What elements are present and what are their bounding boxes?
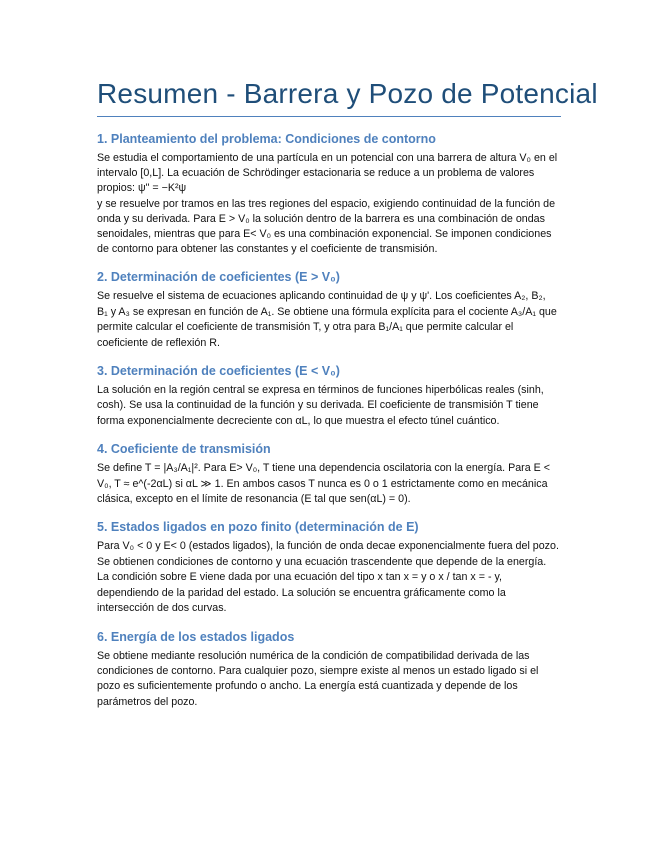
- section-energia-estados: [97, 629, 559, 711]
- section-paragraph: Se define T = |A₃/A₁|². Para E> V₀, T tiene una dependencia oscilatoria con la energía. Para E < V₀, T ≈ e^(-2αL) si αL ≫ 1. En ambos casos T nunca es 0 o 1 estrictamente como en mecánica clásica, excepto en el límite de resonancia (E tal que sen(αL) = 0).: [97, 462, 550, 506]
- section-coeficientes-e-mayor: [97, 269, 559, 351]
- section-paragraph: Se resuelve el sistema de ecuaciones aplicando continuidad de ψ y ψ'. Los coeficientes A₂, B₂, B₁ y A₃ se expresan en función de A₁. Se obtiene una fórmula explícita para el cociente A₃/A₁ que permite calcular el coeficiente de transmisión T, y otra para B₁/A₁ que permite calcular el coeficiente de reflexión R.: [97, 290, 557, 349]
- document-body: [97, 131, 559, 722]
- section-heading: 4. Coeficiente de transmisión: [97, 442, 271, 457]
- section-paragraph: y se resuelve por tramos en las tres regiones del espacio, exigiendo continuidad de la función de onda y su derivada. Para E > V₀ la solución dentro de la barrera es una combinación de ondas senoidales, mientras que para E< V₀ es una combinación exponencial. Se imponen condiciones de contorno para obtener las constantes y el coeficiente de transmisión.: [97, 197, 556, 256]
- section-heading: 2. Determinación de coeficientes (E > V₀): [97, 270, 340, 285]
- section-paragraph: Para V₀ < 0 y E< 0 (estados ligados), la función de onda decae exponencialmente fuera del pozo. Se obtienen condiciones de contorno y una ecuación trascendente que depende de la energía. La condición sobre E viene dada por una ecuación del tipo x tan x = y o x / tan x = - y, dependiendo de la paridad del estado. La solución se encuentra gráficamente como la intersección de dos curvas.: [97, 540, 559, 615]
- document-title: Resumen - Barrera y Pozo de Potencial: [97, 78, 598, 109]
- section-paragraph: Se estudia el comportamiento de una partícula en un potencial con una barrera de altura V₀ en el intervalo [0,L]. La ecuación de Schrödinger estacionaria se reduce a un problema de valores propios: ψ" = −K²ψ: [97, 152, 558, 195]
- section-heading: 1. Planteamiento del problema: Condiciones de contorno: [97, 132, 436, 146]
- section-heading: 3. Determinación de coeficientes (E < V₀): [97, 364, 340, 379]
- section-planteamiento: [97, 131, 559, 257]
- title-underline: [97, 116, 561, 117]
- section-coeficiente-transmision: [97, 441, 559, 507]
- section-paragraph: La solución en la región central se expresa en términos de funciones hiperbólicas reales (sinh, cosh). Se usa la continuidad de la función y su derivada. El coeficiente de transmisión T tiene forma exponencialmente decreciente con αL, lo que muestra el efecto túnel cuántico.: [97, 384, 544, 427]
- section-paragraph: Se obtiene mediante resolución numérica de la condición de compatibilidad derivada de las condiciones de contorno. Para cualquier pozo, siempre existe al menos un estado ligado si el pozo es suficientemente profundo o ancho. La energía está cuantizada y depende de los parámetros del pozo.: [97, 649, 539, 708]
- section-heading: 6. Energía de los estados ligados: [97, 629, 295, 644]
- section-estados-ligados: [97, 519, 559, 616]
- section-coeficientes-e-menor: [97, 363, 559, 429]
- section-heading: 5. Estados ligados en pozo finito (determinación de E): [97, 520, 419, 535]
